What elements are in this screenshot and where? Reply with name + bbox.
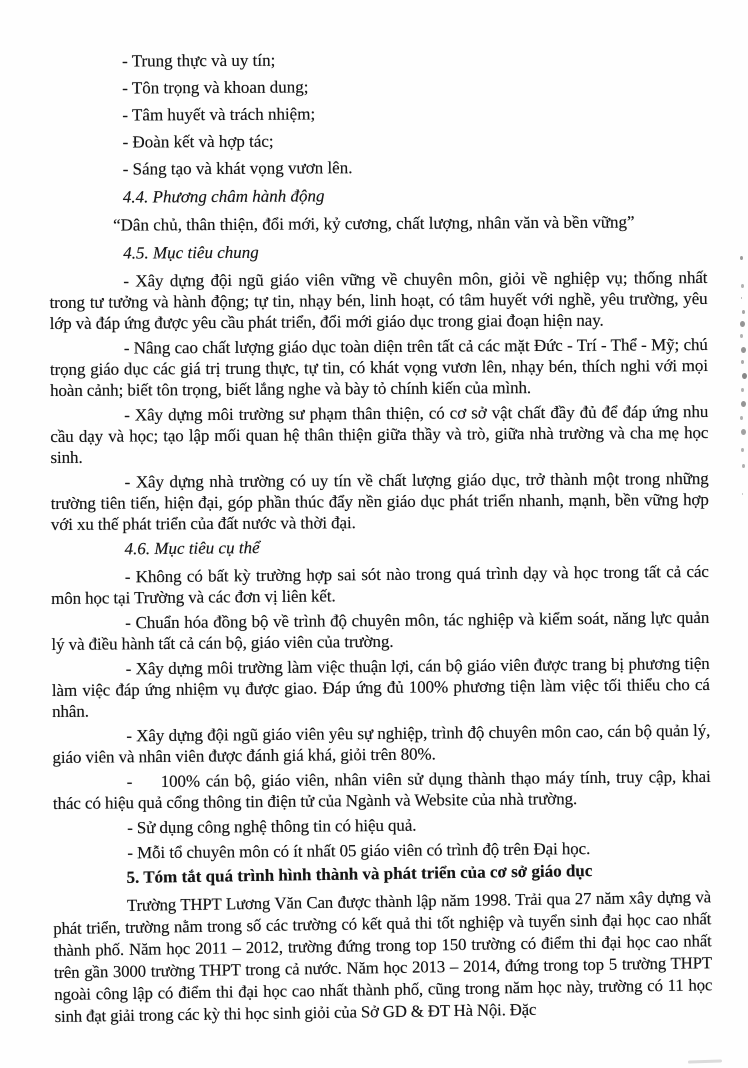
paragraph: - Chuẩn hóa đồng bộ về trình độ chuyên môn, tác nghiệp và kiểm soát, năng lực quản lý và điều hành tất cả cán bộ, giáo viên của trường. xyxy=(51,607,710,654)
section-4-6 xyxy=(50,533,711,864)
core-value-item: - Đoàn kết và hợp tác; xyxy=(122,131,274,152)
paragraph: - 100% cán bộ, giáo viên, nhân viên sử dụng thành thạo máy tính, truy cập, khai thác có hiệu quả cổng thông tin điện tử của Ngành và Website của nhà trường. xyxy=(52,766,711,813)
scan-artifact-edge-marks xyxy=(740,256,743,260)
core-values-list xyxy=(48,48,707,180)
paragraph: - Mỗi tổ chuyên môn có ít nhất 05 giáo viên có trình độ trên Đại học. xyxy=(127,839,591,863)
section-4-5-heading: 4.5. Mục tiêu chung xyxy=(123,242,259,263)
core-value-item: - Trung thực và uy tín; xyxy=(121,50,276,71)
core-value-item: - Sáng tạo và khát vọng vươn lên. xyxy=(122,158,353,179)
paragraph: - Xây dựng đội ngũ giáo viên vững về chuyên môn, giỏi về nghiệp vụ; thống nhất trong tư tưởng và hành động; tự tin, nhạy bén, linh hoạt, có tâm huyết với nghề, yêu trường, yêu lớp và đáp ứng được yêu cầu phát triển, đổi mới giáo dục trong giai đoạn hiện nay. xyxy=(49,267,708,333)
core-value-item: - Tâm huyết và trách nhiệm; xyxy=(122,104,316,125)
paragraph: - Xây dựng môi trường sư phạm thân thiện, có cơ sở vật chất đầy đủ để đáp ứng nhu cầu dạy và học; tạo lập mối quan hệ thân thiện giữa thầy và trò, giữa nhà trường và cha mẹ học sinh. xyxy=(50,401,709,467)
scan-artifact-smudge xyxy=(688,1059,722,1063)
paragraph: - Sử dụng công nghệ thông tin có hiệu quả. xyxy=(127,815,417,838)
paragraph: - Xây dựng nhà trường có uy tín về chất lượng giáo dục, trở thành một trong những trường tiên tiến, hiện đại, góp phần thúc đẩy nền giáo dục phát triển nhanh, mạnh, bền vững hợp với xu thế phát triển của đất nước và thời đại. xyxy=(50,468,709,534)
paragraph: - Không có bất kỳ trường hợp sai sót nào trong quá trình dạy và học trong tất cả các môn học tại Trường và các đơn vị liên kết. xyxy=(50,561,709,608)
core-value-item: - Tôn trọng và khoan dung; xyxy=(122,77,309,98)
paragraph: - Xây dựng môi trường làm việc thuận lợi, cán bộ giáo viên được trang bị phương tiện làm việc đáp ứng nhiệm vụ được giao. Đáp ứng đủ 100% phương tiện làm việc tối thiểu cho cá nhân. xyxy=(51,653,710,721)
paragraph: - Xây dựng đội ngũ giáo viên yêu sự nghiệp, trình độ chuyên môn cao, cán bộ quản lý, giáo viên và nhân viên được đánh giá khá, giỏi trên 80%. xyxy=(52,720,711,767)
section-5 xyxy=(52,858,712,1028)
history-paragraph: Trường THPT Lương Văn Can được thành lập năm 1998. Trải qua 27 năm xây dựng và phát triển, trường nằm trong số các trường có kết quả thi tốt nghiệp và tuyển sinh đại học cao nhất thành phố. Năm học 2011 – 2012, trường đứng trong top 150 trường có điểm thi đại học cao nhất trên gần 3000 trường THPT trong cả nước. Năm học 2013 – 2014, đứng trong top 5 trường THPT ngoài công lập có điểm thi đại học cao nhất thành phố, cũng trong năm học này, trường có 11 học sinh đạt giải trong các kỳ thi học sinh giỏi của Sở GD & ĐT Hà Nội. Đặc xyxy=(53,887,713,1026)
section-4-4-heading: 4.4. Phương châm hành động xyxy=(122,186,325,207)
motto-quote: “Dân chủ, thân thiện, đổi mới, kỷ cương, chất lượng, nhân văn và bền vững” xyxy=(113,212,635,235)
paragraph: - Nâng cao chất lượng giáo dục toàn diện trên tất cả các mặt Đức - Trí - Thể - Mỹ; chú trọng giáo dục các giá trị trung thực, tự tin, có khát vọng vươn lên, nhạy bén, thích nghi với mọi hoàn cảnh; biết tôn trọng, biết lắng nghe và bày tỏ chính kiến của mình. xyxy=(49,334,708,400)
section-4-6-heading: 4.6. Mục tiêu cụ thể xyxy=(124,538,260,559)
document-content xyxy=(48,48,712,1028)
section-5-heading: 5. Tóm tắt quá trình hình thành và phát triển của cơ sở giáo dục xyxy=(126,860,593,887)
